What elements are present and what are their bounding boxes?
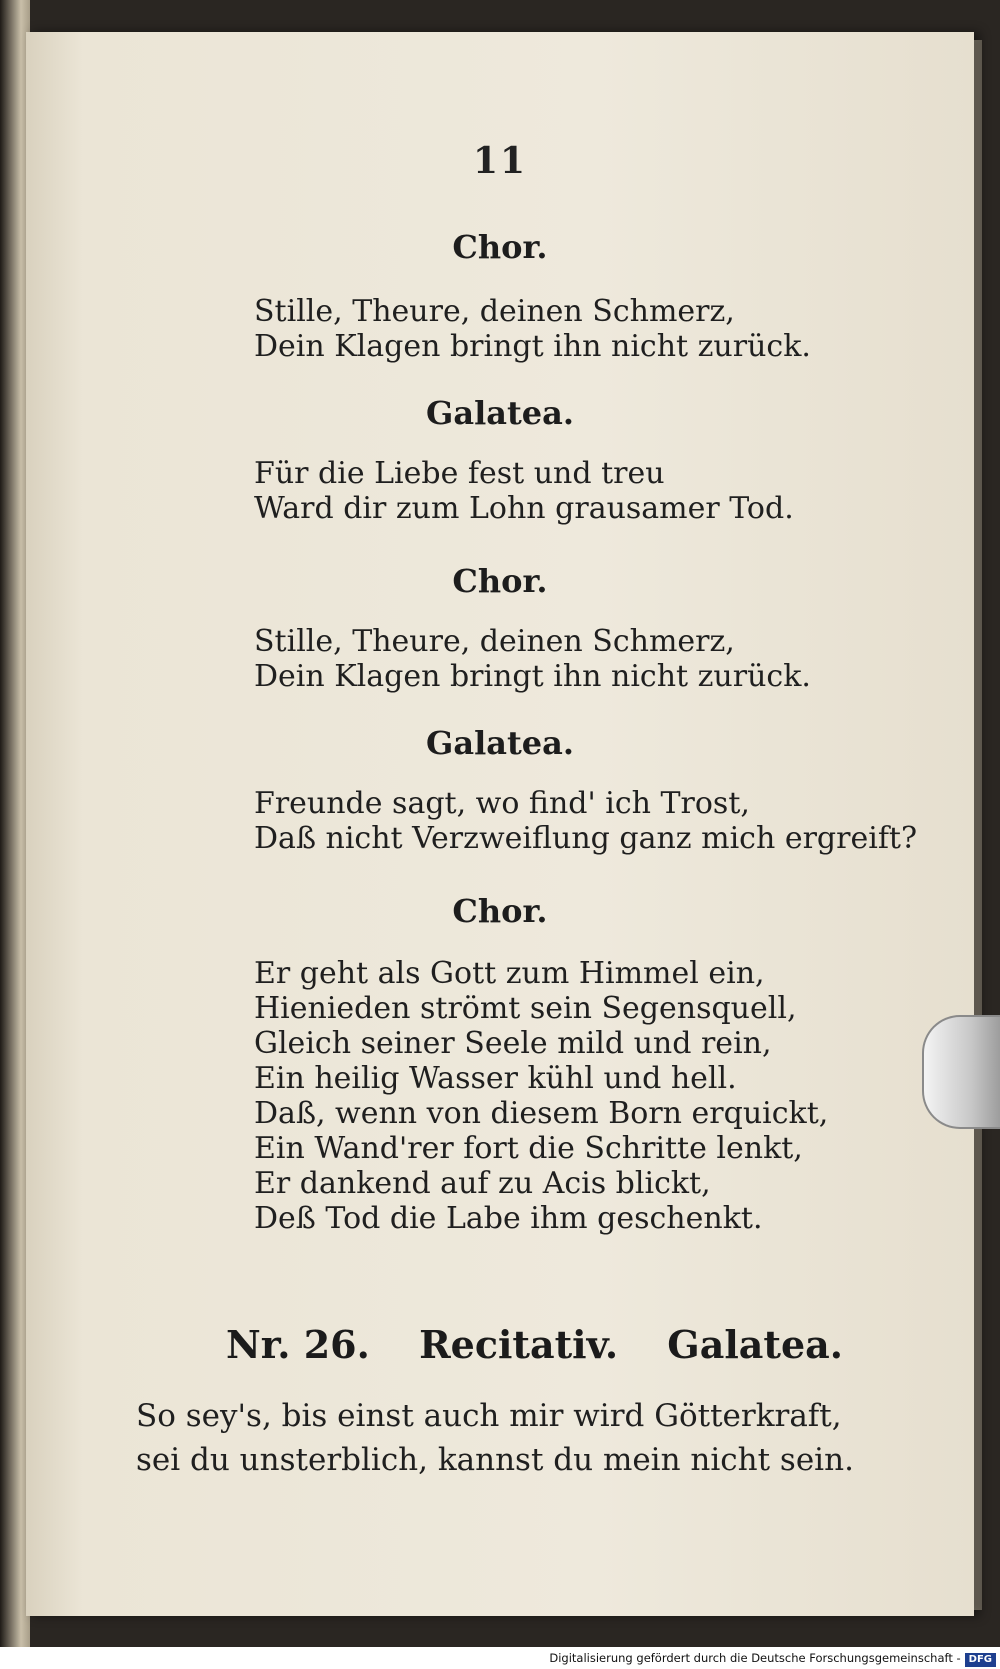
verse-line: Er dankend auf zu Acis blickt, — [254, 1166, 711, 1201]
title-label: Recitativ. — [419, 1322, 619, 1367]
book-page — [26, 32, 974, 1616]
page-number: 11 — [472, 140, 528, 182]
verse-line: Er geht als Gott zum Himmel ein, — [254, 956, 765, 991]
clip-icon — [922, 1015, 1000, 1129]
verse-line: Stille, Theure, deinen Schmerz, — [254, 294, 735, 329]
verse-line: Stille, Theure, deinen Schmerz, — [254, 624, 735, 659]
verse-line: Freunde sagt, wo find' ich Trost, — [254, 786, 750, 821]
speaker-heading: Galatea. — [426, 394, 574, 432]
recitative-heading — [226, 1322, 879, 1367]
speaker-heading: Galatea. — [426, 724, 574, 762]
verse-block — [254, 956, 828, 1236]
page-content — [26, 32, 974, 1616]
verse-block — [254, 624, 811, 694]
verse-line: Ward dir zum Lohn grausamer Tod. — [254, 491, 794, 526]
verse-line: Dein Klagen bringt ihn nicht zurück. — [254, 329, 811, 364]
recitative-line: So sey's, bis einst auch mir wird Götterkraft, — [136, 1398, 842, 1434]
recitative-line: sei du unsterblich, kannst du mein nicht sein. — [136, 1442, 854, 1478]
verse-line: Ein heilig Wasser kühl und hell. — [254, 1061, 737, 1096]
verse-line: Dein Klagen bringt ihn nicht zurück. — [254, 659, 811, 694]
footer-credit — [0, 1647, 1000, 1669]
dfg-logo-icon: DFG — [965, 1653, 996, 1667]
verse-line: Deß Tod die Labe ihm geschenkt. — [254, 1201, 763, 1236]
footer-text: Digitalisierung gefördert durch die Deutsche Forschungsgemeinschaft - — [549, 1651, 961, 1665]
verse-line: Daß, wenn von diesem Born erquickt, — [254, 1096, 829, 1131]
number-label: Nr. 26. — [226, 1322, 370, 1367]
verse-line: Ein Wand'rer fort die Schritte lenkt, — [254, 1131, 803, 1166]
recitative-text — [136, 1394, 854, 1482]
verse-line: Hienieden strömt sein Segensquell, — [254, 991, 797, 1026]
speaker-heading: Chor. — [452, 892, 548, 930]
verse-block — [254, 786, 917, 856]
verse-line: Daß nicht Verzweiflung ganz mich ergreift? — [254, 821, 918, 856]
verse-block — [254, 294, 811, 364]
speaker-heading: Chor. — [452, 228, 548, 266]
verse-block — [254, 456, 794, 526]
verse-line: Gleich seiner Seele mild und rein, — [254, 1026, 772, 1061]
verse-line: Für die Liebe fest und treu — [254, 456, 665, 491]
speaker-heading: Chor. — [452, 562, 548, 600]
speaker-label: Galatea. — [667, 1322, 844, 1367]
